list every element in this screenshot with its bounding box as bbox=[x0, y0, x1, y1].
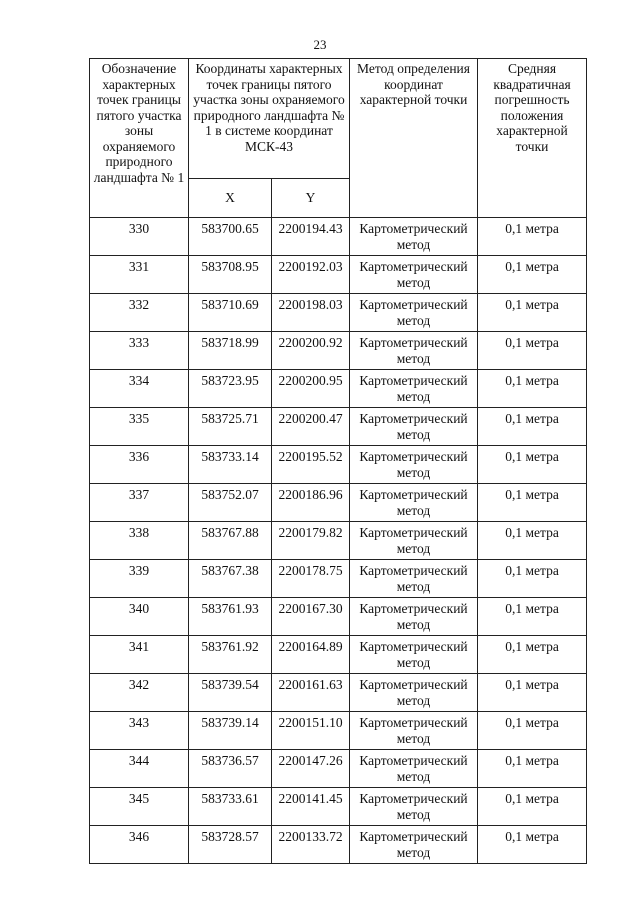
cell-y: 2200178.75 bbox=[272, 560, 350, 598]
table-header bbox=[90, 59, 587, 218]
table-row bbox=[90, 712, 587, 750]
cell-x: 583710.69 bbox=[189, 294, 272, 332]
cell-method: Картометрический метод bbox=[350, 446, 478, 484]
cell-x: 583761.92 bbox=[189, 636, 272, 674]
cell-error: 0,1 метра bbox=[478, 446, 587, 484]
cell-y: 2200164.89 bbox=[272, 636, 350, 674]
cell-point-number: 334 bbox=[90, 370, 189, 408]
cell-point-number: 335 bbox=[90, 408, 189, 446]
header-coordinates bbox=[189, 59, 350, 179]
cell-y: 2200200.92 bbox=[272, 332, 350, 370]
cell-point-number: 330 bbox=[90, 218, 189, 256]
cell-x: 583739.54 bbox=[189, 674, 272, 712]
table-row bbox=[90, 674, 587, 712]
cell-error: 0,1 метра bbox=[478, 560, 587, 598]
cell-point-number: 346 bbox=[90, 826, 189, 864]
table-row bbox=[90, 522, 587, 560]
cell-error: 0,1 метра bbox=[478, 370, 587, 408]
table-row bbox=[90, 484, 587, 522]
cell-error: 0,1 метра bbox=[478, 408, 587, 446]
cell-method: Картометрический метод bbox=[350, 826, 478, 864]
table-row bbox=[90, 446, 587, 484]
cell-method: Картометрический метод bbox=[350, 560, 478, 598]
cell-method: Картометрический метод bbox=[350, 484, 478, 522]
cell-point-number: 342 bbox=[90, 674, 189, 712]
header-point-designation bbox=[90, 59, 189, 218]
cell-x: 583723.95 bbox=[189, 370, 272, 408]
header-coordinates-text: Координаты характерных точек границы пятого участка зоны охраняемого природного ландшафта № 1 в системе координат МСК-43 bbox=[193, 61, 345, 154]
cell-method: Картометрический метод bbox=[350, 636, 478, 674]
cell-y: 2200147.26 bbox=[272, 750, 350, 788]
coordinates-table bbox=[89, 58, 587, 864]
cell-error: 0,1 метра bbox=[478, 484, 587, 522]
cell-error: 0,1 метра bbox=[478, 750, 587, 788]
cell-error: 0,1 метра bbox=[478, 826, 587, 864]
cell-y: 2200200.95 bbox=[272, 370, 350, 408]
cell-method: Картометрический метод bbox=[350, 750, 478, 788]
cell-point-number: 339 bbox=[90, 560, 189, 598]
cell-error: 0,1 метра bbox=[478, 256, 587, 294]
cell-method: Картометрический метод bbox=[350, 598, 478, 636]
cell-x: 583725.71 bbox=[189, 408, 272, 446]
header-error-text: Средняя квадратичная погрешность положения характерной точки bbox=[493, 61, 571, 154]
cell-method: Картометрический метод bbox=[350, 674, 478, 712]
cell-x: 583733.61 bbox=[189, 788, 272, 826]
table-row bbox=[90, 636, 587, 674]
cell-x: 583767.88 bbox=[189, 522, 272, 560]
table-row bbox=[90, 332, 587, 370]
cell-method: Картометрический метод bbox=[350, 332, 478, 370]
table-row bbox=[90, 598, 587, 636]
cell-x: 583728.57 bbox=[189, 826, 272, 864]
cell-x: 583739.14 bbox=[189, 712, 272, 750]
cell-method: Картометрический метод bbox=[350, 294, 478, 332]
cell-method: Картометрический метод bbox=[350, 218, 478, 256]
cell-point-number: 340 bbox=[90, 598, 189, 636]
cell-x: 583708.95 bbox=[189, 256, 272, 294]
table-row bbox=[90, 826, 587, 864]
cell-error: 0,1 метра bbox=[478, 218, 587, 256]
cell-error: 0,1 метра bbox=[478, 522, 587, 560]
table-body bbox=[90, 218, 587, 864]
cell-method: Картометрический метод bbox=[350, 408, 478, 446]
cell-y: 2200198.03 bbox=[272, 294, 350, 332]
cell-x: 583752.07 bbox=[189, 484, 272, 522]
table-row bbox=[90, 788, 587, 826]
cell-point-number: 336 bbox=[90, 446, 189, 484]
cell-error: 0,1 метра bbox=[478, 712, 587, 750]
page-number: 23 bbox=[313, 37, 327, 52]
table-row bbox=[90, 560, 587, 598]
header-method-text: Метод определения координат характерной точки bbox=[357, 61, 470, 107]
cell-x: 583736.57 bbox=[189, 750, 272, 788]
cell-y: 2200179.82 bbox=[272, 522, 350, 560]
cell-error: 0,1 метра bbox=[478, 636, 587, 674]
header-error bbox=[478, 59, 587, 218]
cell-y: 2200161.63 bbox=[272, 674, 350, 712]
cell-point-number: 341 bbox=[90, 636, 189, 674]
cell-y: 2200192.03 bbox=[272, 256, 350, 294]
cell-y: 2200133.72 bbox=[272, 826, 350, 864]
cell-y: 2200195.52 bbox=[272, 446, 350, 484]
cell-x: 583718.99 bbox=[189, 332, 272, 370]
table-row bbox=[90, 370, 587, 408]
cell-x: 583733.14 bbox=[189, 446, 272, 484]
cell-point-number: 337 bbox=[90, 484, 189, 522]
cell-point-number: 333 bbox=[90, 332, 189, 370]
cell-point-number: 344 bbox=[90, 750, 189, 788]
cell-x: 583700.65 bbox=[189, 218, 272, 256]
table-row bbox=[90, 750, 587, 788]
cell-x: 583761.93 bbox=[189, 598, 272, 636]
cell-error: 0,1 метра bbox=[478, 674, 587, 712]
cell-method: Картометрический метод bbox=[350, 256, 478, 294]
table-row bbox=[90, 294, 587, 332]
table-row bbox=[90, 408, 587, 446]
cell-y: 2200141.45 bbox=[272, 788, 350, 826]
cell-error: 0,1 метра bbox=[478, 332, 587, 370]
cell-method: Картометрический метод bbox=[350, 712, 478, 750]
header-method bbox=[350, 59, 478, 218]
cell-y: 2200167.30 bbox=[272, 598, 350, 636]
cell-method: Картометрический метод bbox=[350, 522, 478, 560]
cell-y: 2200200.47 bbox=[272, 408, 350, 446]
cell-point-number: 331 bbox=[90, 256, 189, 294]
header-point-designation-text: Обозначение характерных точек границы пятого участка зоны охраняемого природного ландшафта № 1 bbox=[93, 61, 185, 185]
cell-x: 583767.38 bbox=[189, 560, 272, 598]
cell-y: 2200151.10 bbox=[272, 712, 350, 750]
table-row bbox=[90, 218, 587, 256]
cell-point-number: 345 bbox=[90, 788, 189, 826]
header-x: X bbox=[189, 179, 272, 218]
table-row bbox=[90, 256, 587, 294]
cell-error: 0,1 метра bbox=[478, 788, 587, 826]
cell-method: Картометрический метод bbox=[350, 370, 478, 408]
cell-error: 0,1 метра bbox=[478, 598, 587, 636]
header-y: Y bbox=[272, 179, 350, 218]
cell-point-number: 343 bbox=[90, 712, 189, 750]
cell-point-number: 338 bbox=[90, 522, 189, 560]
cell-y: 2200194.43 bbox=[272, 218, 350, 256]
cell-method: Картометрический метод bbox=[350, 788, 478, 826]
cell-y: 2200186.96 bbox=[272, 484, 350, 522]
cell-point-number: 332 bbox=[90, 294, 189, 332]
cell-error: 0,1 метра bbox=[478, 294, 587, 332]
